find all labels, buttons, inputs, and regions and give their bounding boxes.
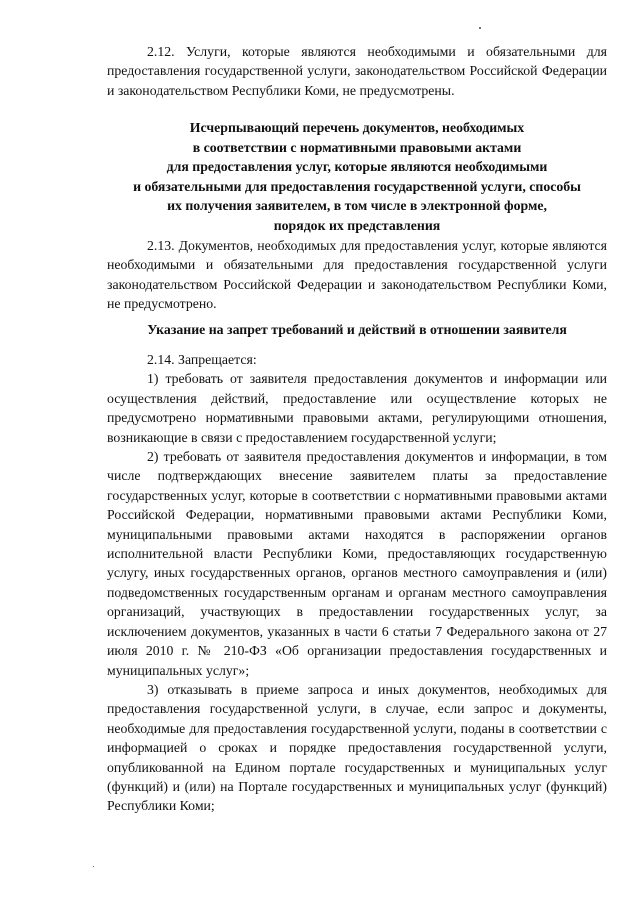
paragraph-2-13 <box>107 236 607 314</box>
heading-line: порядок их представления <box>273 217 441 233</box>
heading-line: Указание на запрет требований и действий в отношении заявителя <box>147 322 567 337</box>
scan-speck <box>479 27 481 29</box>
section-heading-documents-list <box>107 118 607 235</box>
section-heading-prohibition <box>107 320 607 340</box>
heading-line: в соответствии с нормативными правовыми актами <box>192 139 522 155</box>
scan-speck <box>93 866 94 867</box>
list-item-1: 1) требовать от заявителя предоставления документов и информации или осуществления действий, предоставление или осуществление которых не предусмотрено нормативными правовыми актами, регулирующими отношения, возникающие в связи с предоставлением государственной услуги; <box>107 371 607 445</box>
heading-line: для предоставления услуг, которые являются необходимыми <box>166 159 548 174</box>
paragraph-2-12 <box>107 42 607 100</box>
paragraph-2-14-text: 2.14. Запрещается: <box>147 352 257 367</box>
list-item-3: 3) отказывать в приеме запроса и иных документов, необходимых для предоставления государственной услуги, в случае, если запрос и документы, необходимые для предоставления государственной услуги, поданы в соответствии с информацией о сроках и порядке предоставления государственной услуги, опубликованной на Едином портале государственных и муниципальных услуг (функций) и (или) на Портале государственных и муниципальных услуг (функций) Республики Коми; <box>107 681 607 814</box>
list-item-2: 2) требовать от заявителя предоставления документов и информации, в том числе подтверждающих внесение заявителем платы за предоставление государственных услуг, которые в соответствии с нормативными правовыми актами Российской Федерации, нормативными правовыми актами Республики Коми, муниципальными правовыми актами находятся в распоряжении органов исполнительной власти Республики Коми, предоставляющих государственную услугу, иных государственных органов, органов местного самоуправления и (или) подведомственных государственным органам и органам местного самоуправления организаций, участвующих в предоставлении государственных услуг, за исключением документов, указанных в части 6 статьи 7 Федерального закона от 27 июля 2010 г. № 210-ФЗ «Об организации предоставления государственных и муниципальных услуг»; <box>107 449 607 678</box>
paragraph-2-14-block <box>107 350 607 816</box>
paragraph-2-13-text: 2.13. Документов, необходимых для предоставления услуг, которые являются необходимыми и обязательными для предоставления государственной услуги законодательством Российской Федерации и законодательством Республики Коми, не предусмотрено. <box>107 238 607 312</box>
heading-line: их получения заявителем, в том числе в электронной форме, <box>167 198 547 213</box>
heading-line: Исчерпывающий перечень документов, необходимых <box>189 120 525 135</box>
paragraph-2-12-text: 2.12. Услуги, которые являются необходимыми и обязательными для предоставления государственной услуги, законодательством Российской Федерации и законодательством Республики Коми, не предусмотрены. <box>107 44 607 98</box>
heading-line: и обязательными для предоставления государственной услуги, способы <box>133 178 581 194</box>
